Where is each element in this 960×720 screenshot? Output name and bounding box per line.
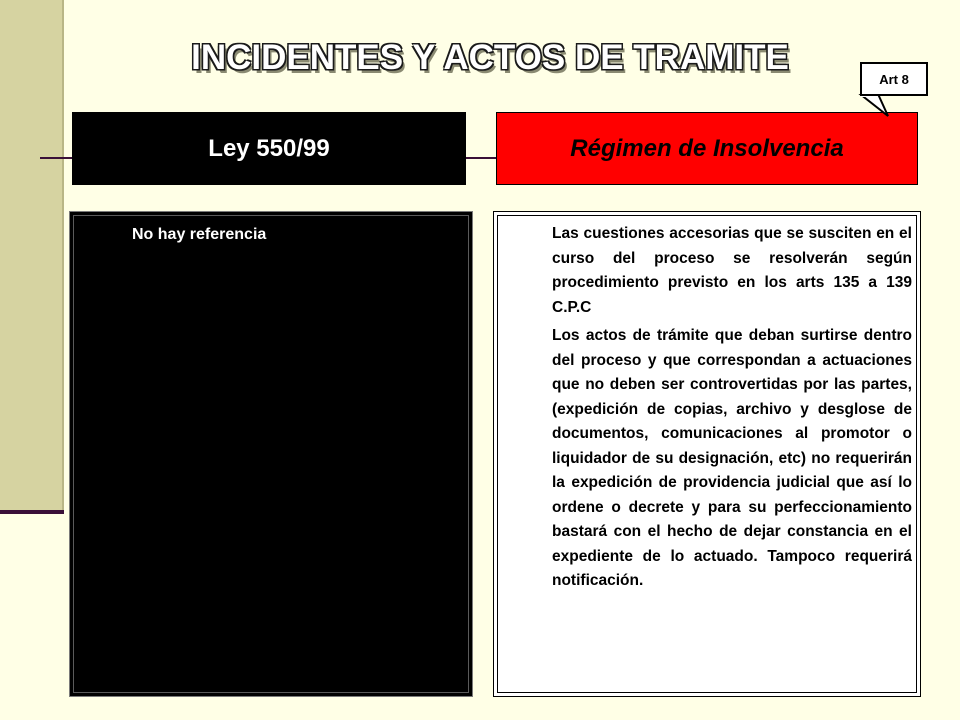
- regime-header-label: Régimen de Insolvencia: [570, 134, 844, 162]
- right-content-panel: [493, 211, 921, 697]
- left-connector-line: [40, 157, 72, 159]
- middle-connector-line: [466, 157, 496, 159]
- article-callout-label: Art 8: [879, 71, 909, 87]
- law-header-label: Ley 550/99: [208, 134, 330, 162]
- decorative-sidebar: [0, 0, 62, 510]
- slide-title: INCIDENTES Y ACTOS DE TRAMITE: [191, 38, 789, 77]
- paragraph-procedural-acts: Los actos de trámite que deban surtirse dentro del proceso y que correspondan a actuaciones que no deben ser controvertidas por las partes, (expedición de copias, archivo y desglose de documentos, comunicaciones al promotor o liquidador de su designación, etc) no requerirán la expedición de providencia judicial que así lo ordene o decrete y para su perfeccionamiento bastará con el hecho de dejar constancia en el expediente de lo actuado. Tampoco requerirá notificación.: [552, 327, 912, 589]
- left-content-panel: [69, 211, 473, 697]
- callout-pointer: [852, 94, 896, 118]
- article-callout: [860, 62, 928, 96]
- paragraph-accessory-issues: Las cuestiones accesorias que se susciten en el curso del proceso se resolverán según procedimiento previsto en los arts 135 a 139 C.P.C: [552, 225, 912, 316]
- law-header-box: [72, 112, 466, 185]
- regime-header-box: [496, 112, 918, 185]
- no-reference-text: No hay referencia: [132, 226, 267, 243]
- left-panel-inner-border: [73, 215, 469, 693]
- sidebar-underline: [0, 510, 64, 514]
